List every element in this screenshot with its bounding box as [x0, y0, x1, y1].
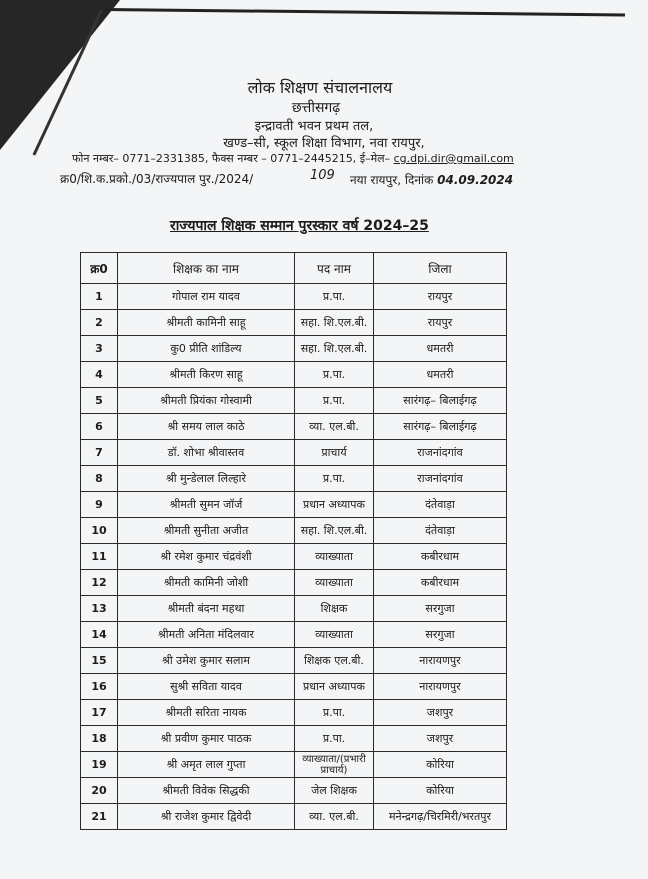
cell-district: रायपुर [374, 310, 507, 336]
cell-post: शिक्षक एल.बी. [295, 648, 374, 674]
cell-serial: 6 [81, 414, 118, 440]
cell-post: सहा. शि.एल.बी. [295, 518, 374, 544]
cell-name: डॉ. शोभा श्रीवास्तव [118, 440, 295, 466]
cell-post: व्याख्याता [295, 570, 374, 596]
cell-post: प्रधान अध्यापक [295, 674, 374, 700]
place-label: नया रायपुर, दिनांक [350, 173, 434, 187]
cell-post: सहा. शि.एल.बी. [295, 336, 374, 362]
table-row [81, 674, 507, 700]
table-row [81, 648, 507, 674]
header-post: पद नाम [295, 253, 374, 284]
cell-serial: 17 [81, 700, 118, 726]
table-row [81, 622, 507, 648]
place-date [350, 171, 513, 188]
cell-post: प्रधान अध्यापक [295, 492, 374, 518]
table-row [81, 726, 507, 752]
cell-name: श्रीमती सुनीता अजीत [118, 518, 295, 544]
phone-label: फोन नम्बर– [72, 152, 119, 165]
cell-district: धमतरी [374, 362, 507, 388]
cell-district: रायपुर [374, 284, 507, 310]
cell-post: व्याख्याता/(प्रभारी प्राचार्य) [295, 752, 374, 778]
fax-number: 0771–2445215, [270, 152, 357, 165]
cell-serial: 13 [81, 596, 118, 622]
cell-post: व्याख्याता [295, 544, 374, 570]
table-row [81, 362, 507, 388]
cell-district: जशपुर [374, 700, 507, 726]
cell-name: सुश्री सविता यादव [118, 674, 295, 700]
table-row [81, 466, 507, 492]
table-row [81, 440, 507, 466]
cell-district: नारायणपुर [374, 648, 507, 674]
table-row [81, 804, 507, 830]
cell-name: श्री समय लाल काठे [118, 414, 295, 440]
table-row [81, 518, 507, 544]
phone-number: 0771–2331385, [122, 152, 209, 165]
cell-name: श्रीमती कामिनी साहू [118, 310, 295, 336]
table-row [81, 778, 507, 804]
table-row [81, 336, 507, 362]
cell-name: गोपाल राम यादव [118, 284, 295, 310]
cell-serial: 15 [81, 648, 118, 674]
cell-post: व्या. एल.बी. [295, 414, 374, 440]
table-row [81, 310, 507, 336]
cell-district: कोरिया [374, 752, 507, 778]
cell-serial: 5 [81, 388, 118, 414]
table-row [81, 544, 507, 570]
cell-post: जेल शिक्षक [295, 778, 374, 804]
table-row [81, 414, 507, 440]
cell-post: प्र.पा. [295, 700, 374, 726]
cell-post: शिक्षक [295, 596, 374, 622]
cell-district: राजनांदगांव [374, 440, 507, 466]
cell-district: सरगुजा [374, 596, 507, 622]
cell-district: सारंगढ़– बिलाईगढ़ [374, 414, 507, 440]
cell-serial: 16 [81, 674, 118, 700]
cell-name: श्री अमृत लाल गुप्ता [118, 752, 295, 778]
cell-district: मनेन्द्रगढ़/चिरमिरी/भरतपुर [374, 804, 507, 830]
cell-serial: 8 [81, 466, 118, 492]
handwritten-number: 109 [310, 168, 335, 183]
document-title: राज्यपाल शिक्षक सम्मान पुरस्कार वर्ष 2024–25 [170, 218, 429, 234]
header-serial: क्र0 [81, 253, 118, 284]
cell-name: श्रीमती अनिता मंदिलवार [118, 622, 295, 648]
cell-post: प्र.पा. [295, 388, 374, 414]
cell-district: कबीरधाम [374, 570, 507, 596]
contact-line [72, 151, 514, 166]
cell-district: कोरिया [374, 778, 507, 804]
fold-line [105, 8, 625, 16]
cell-name: श्रीमती सरिता नायक [118, 700, 295, 726]
cell-serial: 3 [81, 336, 118, 362]
cell-serial: 21 [81, 804, 118, 830]
cell-post: व्या. एल.बी. [295, 804, 374, 830]
table-header-row [81, 253, 507, 284]
cell-name: श्री प्रवीण कुमार पाठक [118, 726, 295, 752]
cell-district: दंतेवाड़ा [374, 518, 507, 544]
cell-name: श्रीमती प्रियंका गोस्वामी [118, 388, 295, 414]
table-row [81, 388, 507, 414]
reference-number: क्र0/शि.क.प्रको./03/राज्यपाल पुर./2024/ [60, 172, 254, 186]
table-row [81, 284, 507, 310]
cell-name: श्रीमती बंदना महथा [118, 596, 295, 622]
header-name: शिक्षक का नाम [118, 253, 295, 284]
cell-name: श्रीमती कामिनी जोशी [118, 570, 295, 596]
cell-name: श्री रमेश कुमार चंद्रवंशी [118, 544, 295, 570]
cell-district: जशपुर [374, 726, 507, 752]
cell-post: व्याख्याता [295, 622, 374, 648]
header-district: जिला [374, 253, 507, 284]
cell-post: प्र.पा. [295, 466, 374, 492]
cell-post: प्र.पा. [295, 362, 374, 388]
table-row [81, 596, 507, 622]
cell-serial: 10 [81, 518, 118, 544]
cell-serial: 20 [81, 778, 118, 804]
table-row [81, 700, 507, 726]
cell-name: श्री राजेश कुमार द्विवेदी [118, 804, 295, 830]
cell-name: श्री उमेश कुमार सलाम [118, 648, 295, 674]
cell-serial: 2 [81, 310, 118, 336]
state-name: छत्तीसगढ़ [291, 100, 341, 116]
cell-serial: 9 [81, 492, 118, 518]
fax-label: फैक्स नम्बर – [211, 152, 267, 165]
cell-name: श्रीमती विवेक सिद्धकी [118, 778, 295, 804]
cell-name: कु0 प्रीति शांडिल्य [118, 336, 295, 362]
cell-post: प्र.पा. [295, 726, 374, 752]
cell-serial: 7 [81, 440, 118, 466]
awardee-table [80, 252, 507, 830]
cell-name: श्री मुन्डेलाल लिल्हारे [118, 466, 295, 492]
table-row [81, 492, 507, 518]
table-body [81, 284, 507, 830]
cell-district: नारायणपुर [374, 674, 507, 700]
cell-serial: 12 [81, 570, 118, 596]
cell-district: कबीरधाम [374, 544, 507, 570]
cell-serial: 18 [81, 726, 118, 752]
cell-serial: 1 [81, 284, 118, 310]
cell-district: दंतेवाड़ा [374, 492, 507, 518]
cell-serial: 14 [81, 622, 118, 648]
cell-district: राजनांदगांव [374, 466, 507, 492]
cell-post: सहा. शि.एल.बी. [295, 310, 374, 336]
table-row [81, 570, 507, 596]
cell-name: श्रीमती किरण साहू [118, 362, 295, 388]
address-line-2: खण्ड–सी, स्कूल शिक्षा विभाग, नवा रायपुर, [223, 136, 425, 151]
cell-district: सरगुजा [374, 622, 507, 648]
org-name: लोक शिक्षण संचालनालय [247, 78, 393, 97]
email-label: ई–मेल– [359, 152, 391, 165]
cell-post: प्राचार्य [295, 440, 374, 466]
cell-district: सारंगढ़– बिलाईगढ़ [374, 388, 507, 414]
cell-serial: 4 [81, 362, 118, 388]
table-row [81, 752, 507, 778]
cell-name: श्रीमती सुमन जॉर्ज [118, 492, 295, 518]
cell-serial: 11 [81, 544, 118, 570]
cell-district: धमतरी [374, 336, 507, 362]
address-line-1: इन्द्रावती भवन प्रथम तल, [254, 119, 374, 134]
cell-post: प्र.पा. [295, 284, 374, 310]
cell-serial: 19 [81, 752, 118, 778]
email-link[interactable]: cg.dpi.dir@gmail.com [393, 152, 514, 165]
handwritten-date: 04.09.2024 [437, 173, 514, 187]
